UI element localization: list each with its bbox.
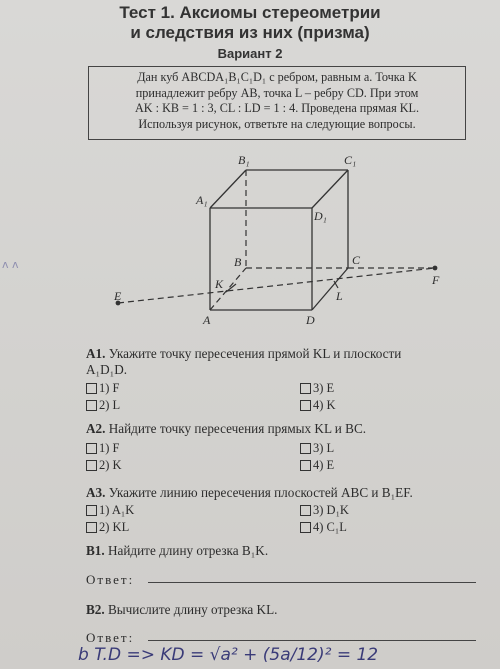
question-text: Укажите точку пересечения прямой KL и плоскости [108,346,402,361]
option-label: 3) D₁K [313,503,349,517]
question-number: B1. [86,543,105,558]
label-c: C [352,253,361,267]
option-a2-2[interactable] [86,458,122,473]
option-a2-4[interactable] [300,458,334,473]
checkbox[interactable] [300,400,311,411]
checkbox[interactable] [86,383,97,394]
option-label: 2) K [99,458,122,472]
question-number: A3. [86,485,106,500]
checkbox[interactable] [300,505,311,516]
label-d1: D₁ [314,209,327,223]
problem-line: принадлежит ребру AB, точка L – ребру CD. При этом [135,85,419,100]
problem-line: Используя рисунок, ответьте на следующие вопросы. [138,116,416,131]
answer-label-b2: Ответ: [86,630,135,645]
point-f [433,266,438,271]
checkbox[interactable] [86,505,97,516]
checkbox[interactable] [300,522,311,533]
option-a1-3[interactable] [300,381,334,396]
label-k: K [215,277,224,291]
label-l: L [336,289,343,303]
test-title-line1: Тест 1. Аксиомы стереометрии [119,3,381,22]
option-a3-2[interactable] [86,520,129,535]
question-text: Вычислите длину отрезка KL. [107,602,278,617]
option-a1-1[interactable] [86,381,120,396]
label-d: D [306,313,315,327]
label-b1: B₁ [238,153,250,167]
variant-label: Вариант 2 [217,46,283,61]
checkbox[interactable] [86,443,97,454]
option-a3-4[interactable] [300,520,347,535]
question-text: Найдите длину отрезка B₁K. [107,543,269,558]
question-number: A1. [86,346,106,361]
label-f: F [432,273,440,287]
problem-line: AK : KB = 1 : 3, CL : LD = 1 : 4. Проведена прямая KL. [134,101,420,115]
problem-statement-box [88,66,466,140]
option-label: 2) L [99,398,121,412]
checkbox[interactable] [86,460,97,471]
line-ef [118,268,435,303]
checkbox[interactable] [300,443,311,454]
question-text: Укажите линию пересечения плоскостей ABC и B₁EF. [108,485,413,500]
checkbox[interactable] [86,522,97,533]
option-label: 4) E [313,458,335,472]
label-c1: C₁ [344,153,357,167]
question-a1-line2: A₁D₁D. [86,362,128,377]
question-a1 [86,346,401,362]
question-a3 [86,485,413,501]
option-label: 1) F [99,381,120,395]
option-label: 3) L [313,441,335,455]
edge-c1d1 [312,170,348,208]
answer-field-b2[interactable] [148,640,476,641]
checkbox[interactable] [300,460,311,471]
question-a2 [86,421,366,437]
option-label: 4) K [313,398,336,412]
label-e: E [114,289,122,303]
option-a2-3[interactable] [300,441,334,456]
label-a: A [203,313,211,327]
edge-a1b1 [210,170,246,208]
option-a3-3[interactable] [300,503,349,518]
option-a2-1[interactable] [86,441,120,456]
option-a1-4[interactable] [300,398,336,413]
option-label: 3) E [313,381,335,395]
option-a3-1[interactable] [86,503,134,518]
problem-line: Дан куб ABCDA₁B₁C₁D₁ с ребром, равным a. Точка K [137,70,417,84]
test-title-line2: и следствия из них (призма) [130,23,370,42]
answer-field-b1[interactable] [148,582,476,583]
option-label: 1) F [99,441,120,455]
label-b: B [234,255,242,269]
answer-label-b1: Ответ: [86,572,135,587]
option-label: 1) A₁K [99,503,135,517]
option-label: 2) KL [99,520,130,534]
question-number: A2. [86,421,106,436]
question-text: Найдите точку пересечения прямых KL и BC. [108,421,367,436]
question-b1 [86,543,268,559]
handwritten-solution: b T.D => KD = √a² + (5a/12)² = 12 [78,645,379,665]
margin-pen-mark: ᴧ ᴧ [2,258,19,271]
question-number: B2. [86,602,105,617]
checkbox[interactable] [86,400,97,411]
option-label: 4) C₁L [313,520,347,534]
label-a1: A₁ [196,193,208,207]
checkbox[interactable] [300,383,311,394]
cube-figure [100,150,450,330]
option-a1-2[interactable] [86,398,120,413]
question-b2 [86,602,277,618]
